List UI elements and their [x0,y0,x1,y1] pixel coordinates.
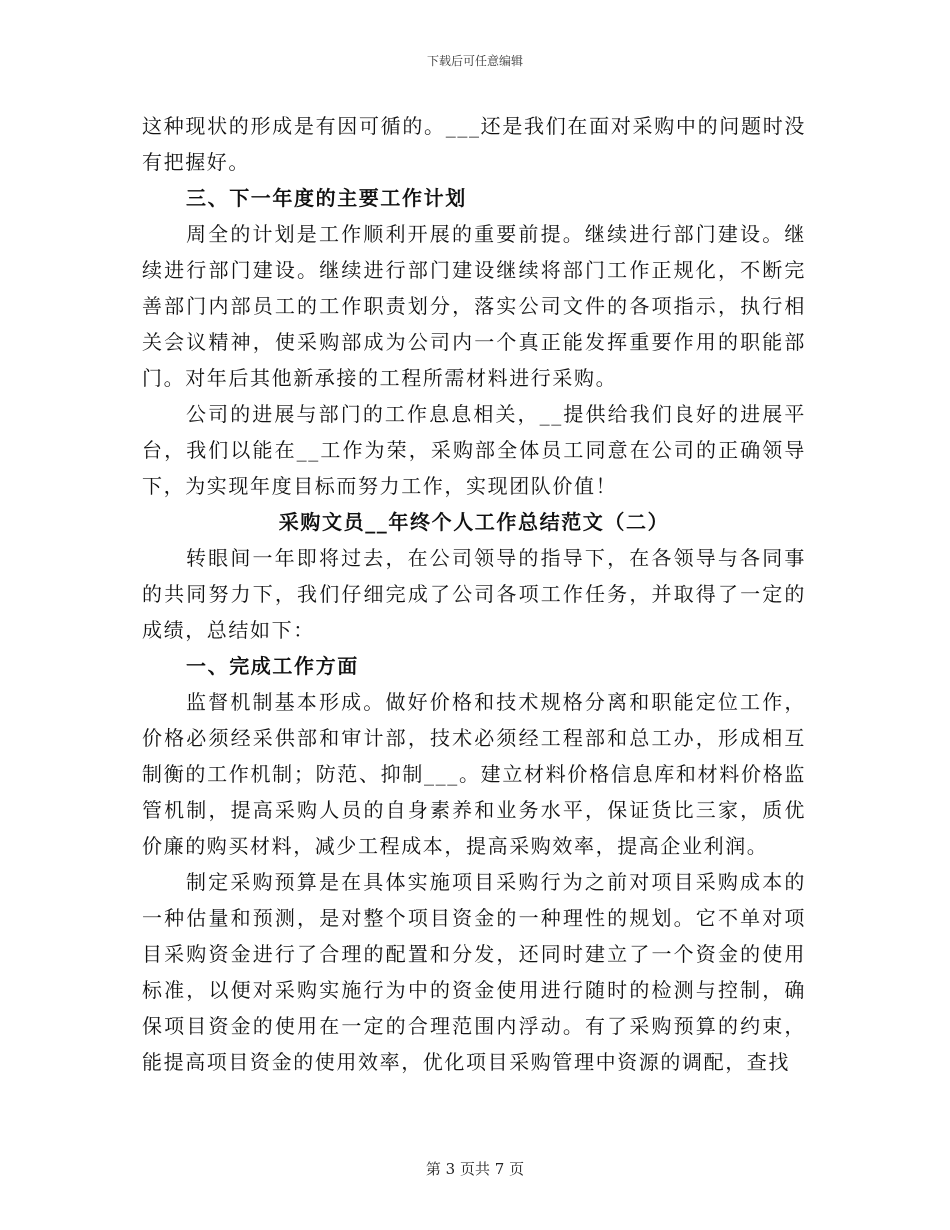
section-heading: 一、完成工作方面 [186,654,359,678]
paragraph: 公司的进展与部门的工作息息相关，__提供给我们良好的进展平台，我们以能在__工作为荣，采购部全体员工同意在公司的正确领导下，为实现年度目标而努力工作，实现团队价值！ [142,402,806,498]
page-footer: 第 3 页共 7 页 [425,1160,525,1178]
page-header: 下载后可任意编辑 [426,54,523,68]
paragraph: 这种现状的形成是有因可循的。___还是我们在面对采购中的问题时没有把握好。 [142,114,806,174]
section-heading: 三、下一年度的主要工作计划 [186,186,467,210]
paragraph: 监督机制基本形成。做好价格和技术规格分离和职能定位工作，价格必须经采供部和审计部，技术必须经工程部和总工办，形成相互制衡的工作机制；防范、抑制___。建立材料价格信息库和材料价格监管机制，提高采购人员的自身素养和业务水平，保证货比三家，质优价廉的购买材料，减少工程成本，提高采购效率，提高企业利润。 [142,690,806,858]
paragraph: 转眼间一年即将过去，在公司领导的指导下，在各领导与各同事的共同努力下，我们仔细完成了公司各项工作任务，并取得了一定的成绩，总结如下： [142,546,806,642]
document-body [142,108,806,1080]
document-title: 采购文员__年终个人工作总结范文（二） [278,510,670,534]
paragraph: 制定采购预算是在具体实施项目采购行为之前对项目采购成本的一种估量和预测，是对整个项目资金的一种理性的规划。它不单对项目采购资金进行了合理的配置和分发，还同时建立了一个资金的使用标准，以便对采购实施行为中的资金使用进行随时的检测与控制，确保项目资金的使用在一定的合理范围内浮动。有了采购预算的约束，能提高项目资金的使用效率，优化项目采购管理中资源的调配，查找 [142,870,806,1074]
paragraph: 周全的计划是工作顺利开展的重要前提。继续进行部门建设。继续进行部门建设。继续进行部门建设继续将部门工作正规化，不断完善部门内部员工的工作职责划分，落实公司文件的各项指示，执行相关会议精神，使采购部成为公司内一个真正能发挥重要作用的职能部门。对年后其他新承接的工程所需材料进行采购。 [142,222,806,390]
